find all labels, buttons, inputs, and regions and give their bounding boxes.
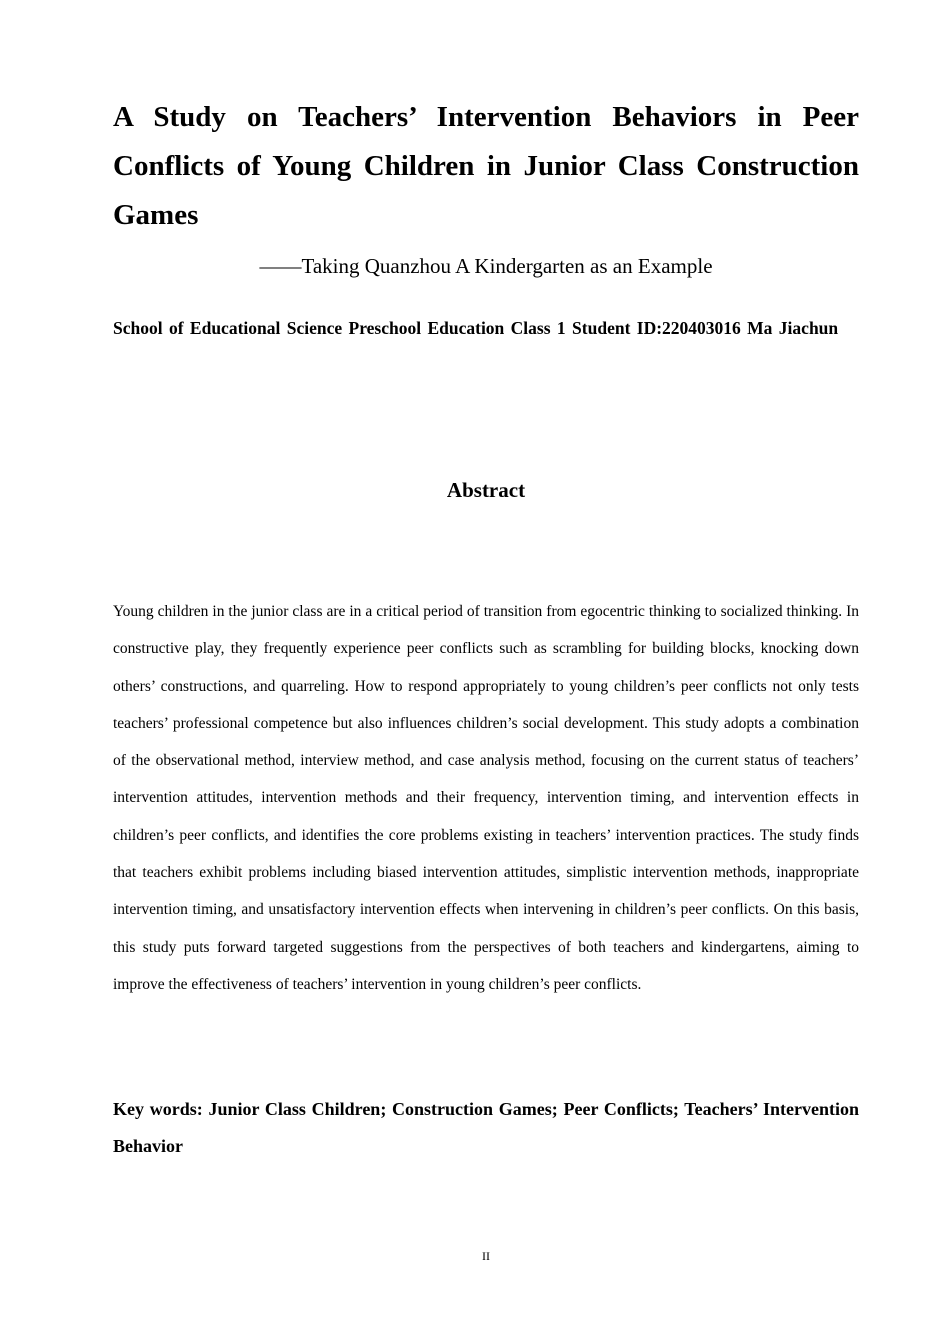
page-number: II — [482, 1249, 490, 1263]
paper-title: A Study on Teachers’ Intervention Behaviors in Peer Conflicts of Young Children in Junior Class Construction Games — [113, 101, 859, 231]
abstract-heading: Abstract — [446, 478, 526, 502]
abstract-body: Young children in the junior class are in a critical period of transition from egocentric thinking to socialized thinking. In constructive play, they frequently experience peer conflicts such as scrambling for building blocks, knocking down others’ constructions, and quarreling. How to respond appropriately to young children’s peer conflicts not only tests teachers’ professional competence but also influences children’s social development. This study adopts a combination of the observational method, interview method, and case analysis method, focusing on the current status of teachers’ intervention attitudes, intervention methods and their frequency, intervention timing, and intervention effects in children’s peer conflicts, and identifies the core problems existing in teachers’ intervention practices. The study finds that teachers exhibit problems including biased intervention attitudes, simplistic intervention methods, inappropriate intervention timing, and unsatisfactory intervention effects when intervening in children’s peer conflicts. On this basis, this study puts forward targeted suggestions from the perspectives of both teachers and kindergartens, aiming to improve the effectiveness of teachers’ intervention in young children’s peer conflicts. — [113, 603, 859, 993]
paper-subtitle: ——Taking Quanzhou A Kindergarten as an Example — [259, 254, 713, 278]
keywords: Key words: Junior Class Children; Construction Games; Peer Conflicts; Teachers’ Intervention Behavior — [113, 1099, 859, 1156]
author-line: School of Educational Science Preschool Education Class 1 Student ID:220403016 Ma Jiachun — [113, 318, 839, 338]
